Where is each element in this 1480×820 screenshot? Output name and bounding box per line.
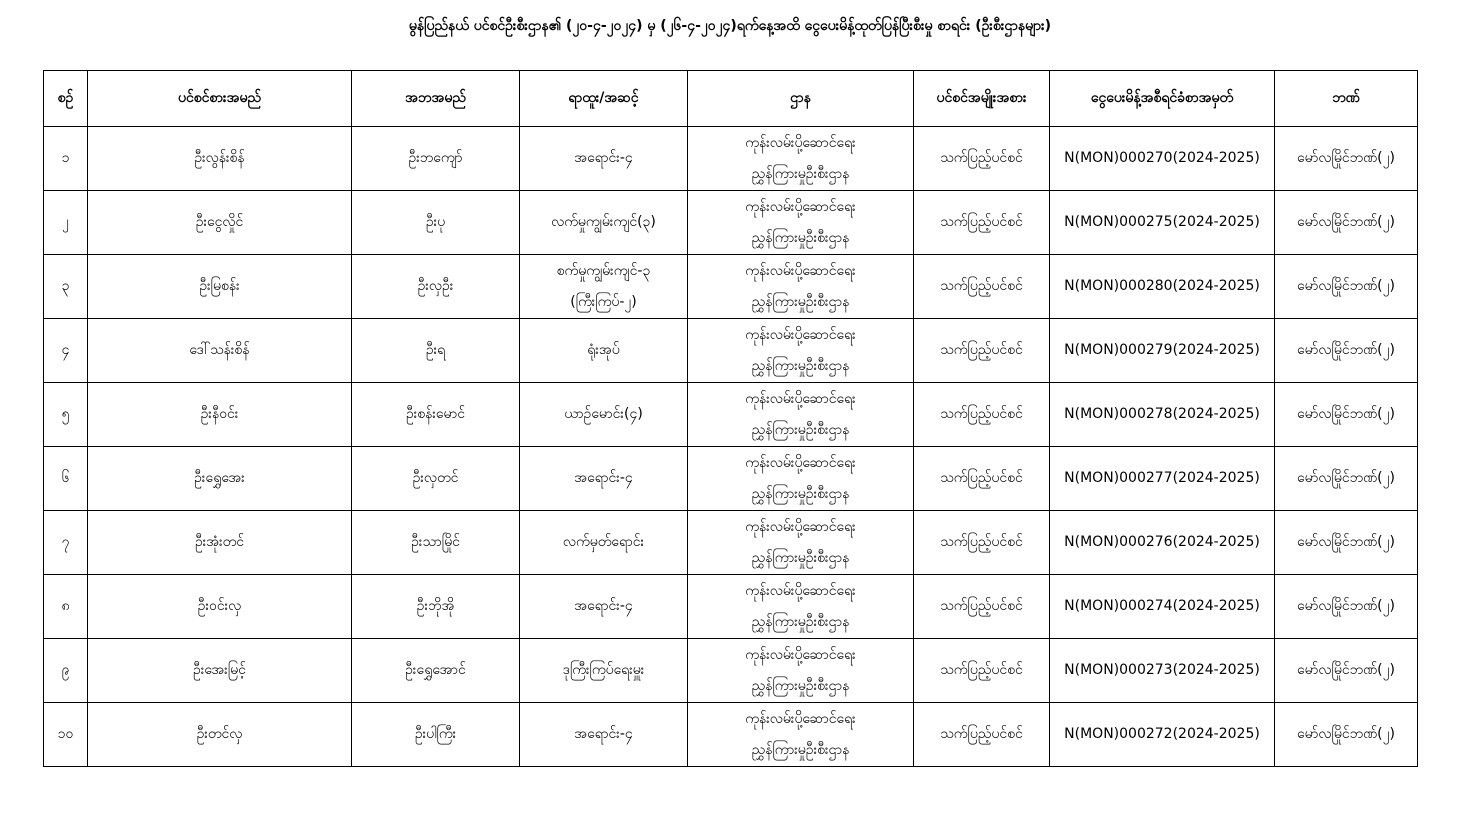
cell-serial: ၄: [44, 319, 88, 383]
cell-pension-type: သက်ပြည့်ပင်စင်: [914, 191, 1050, 255]
cell-department: [688, 511, 914, 575]
cell-serial: ၁၀: [44, 703, 88, 767]
cell-department-line2: ညွှန်ကြားမှုဦးစီးဌာန: [751, 165, 850, 182]
cell-father-name: ဦးဘကျော်: [352, 127, 520, 191]
cell-department-line2: ညွှန်ကြားမှုဦးစီးဌာန: [751, 485, 850, 502]
cell-department: [688, 383, 914, 447]
cell-serial: ၁: [44, 127, 88, 191]
cell-rank: လက်မှုကျွမ်းကျင်(၃): [520, 191, 688, 255]
cell-department: [688, 575, 914, 639]
cell-bank: မော်လမြိုင်ဘဏ်(၂): [1275, 319, 1418, 383]
table-row: [44, 447, 1418, 511]
cell-department-line1: ကုန်းလမ်းပို့ဆောင်ရေး: [745, 326, 856, 343]
cell-pensioner-name: ဦးလွန်းစိန်: [88, 127, 352, 191]
cell-department: [688, 127, 914, 191]
cell-father-name: ဦးပု: [352, 191, 520, 255]
header-pension-type: ပင်စင်အမျိုးအစား: [914, 71, 1050, 127]
cell-rank: လက်မှတ်ရောင်း: [520, 511, 688, 575]
cell-pensioner-name: ဦးအေးမြင့်: [88, 639, 352, 703]
cell-department: [688, 447, 914, 511]
cell-pension-type: သက်ပြည့်ပင်စင်: [914, 255, 1050, 319]
cell-pensioner-name: ဦးနီဝင်း: [88, 383, 352, 447]
cell-rank: အရောင်း-၄: [520, 575, 688, 639]
cell-department-line2: ညွှန်ကြားမှုဦးစီးဌာန: [751, 677, 850, 694]
table-row: [44, 703, 1418, 767]
cell-department: [688, 639, 914, 703]
cell-father-name: ဦးသာမြိုင်: [352, 511, 520, 575]
cell-father-name: ဦးလှတင်: [352, 447, 520, 511]
cell-pensioner-name: ဦးရွှေအေး: [88, 447, 352, 511]
cell-pensioner-name: ဦးတင်လှ: [88, 703, 352, 767]
table-row: [44, 127, 1418, 191]
cell-rank: ရုံးအုပ်: [520, 319, 688, 383]
cell-department-line1: ကုန်းလမ်းပို့ဆောင်ရေး: [745, 198, 856, 215]
cell-department-line2: ညွှန်ကြားမှုဦးစီးဌာန: [751, 229, 850, 246]
table-row: [44, 319, 1418, 383]
cell-rank: အရောင်း-၄: [520, 127, 688, 191]
cell-department: [688, 255, 914, 319]
cell-father-name: ဦးရ: [352, 319, 520, 383]
table-body: [44, 127, 1418, 767]
cell-department-line1: ကုန်းလမ်းပို့ဆောင်ရေး: [745, 262, 856, 279]
cell-department-line2: ညွှန်ကြားမှုဦးစီးဌာန: [751, 421, 850, 438]
cell-rank: အရောင်း-၄: [520, 447, 688, 511]
cell-pensioner-name: ဦးမြစန်း: [88, 255, 352, 319]
cell-order-number: N(MON)000279(2024-2025): [1050, 319, 1275, 383]
header-father-name: အဘအမည်: [352, 71, 520, 127]
cell-bank: မော်လမြိုင်ဘဏ်(၂): [1275, 447, 1418, 511]
cell-department-line1: ကုန်းလမ်းပို့ဆောင်ရေး: [745, 518, 856, 535]
cell-rank: [520, 255, 688, 319]
header-serial: စဉ်: [44, 71, 88, 127]
cell-pension-type: သက်ပြည့်ပင်စင်: [914, 639, 1050, 703]
cell-order-number: N(MON)000280(2024-2025): [1050, 255, 1275, 319]
cell-department-line1: ကုန်းလမ်းပို့ဆောင်ရေး: [745, 390, 856, 407]
cell-father-name: ဦးရွှေအောင်: [352, 639, 520, 703]
table-row: [44, 511, 1418, 575]
cell-department-line1: ကုန်းလမ်းပို့ဆောင်ရေး: [745, 134, 856, 151]
cell-department: [688, 191, 914, 255]
cell-pension-type: သက်ပြည့်ပင်စင်: [914, 319, 1050, 383]
cell-department-line1: ကုန်းလမ်းပို့ဆောင်ရေး: [745, 710, 856, 727]
cell-order-number: N(MON)000277(2024-2025): [1050, 447, 1275, 511]
cell-pension-type: သက်ပြည့်ပင်စင်: [914, 127, 1050, 191]
cell-pension-type: သက်ပြည့်ပင်စင်: [914, 447, 1050, 511]
cell-department: [688, 319, 914, 383]
cell-serial: ၉: [44, 639, 88, 703]
cell-pension-type: သက်ပြည့်ပင်စင်: [914, 703, 1050, 767]
cell-rank: အရောင်း-၄: [520, 703, 688, 767]
cell-order-number: N(MON)000273(2024-2025): [1050, 639, 1275, 703]
header-order-number: ငွေပေးမိန့်အစီရင်ခံစာအမှတ်: [1050, 71, 1275, 127]
cell-department-line1: ကုန်းလမ်းပို့ဆောင်ရေး: [745, 454, 856, 471]
table-row: [44, 255, 1418, 319]
cell-serial: ၇: [44, 511, 88, 575]
cell-pensioner-name: ဒေါ်သန်းစိန်: [88, 319, 352, 383]
table-row: [44, 191, 1418, 255]
cell-bank: မော်လမြိုင်ဘဏ်(၂): [1275, 191, 1418, 255]
cell-department-line1: ကုန်းလမ်းပို့ဆောင်ရေး: [745, 646, 856, 663]
cell-department: [688, 703, 914, 767]
cell-pension-type: သက်ပြည့်ပင်စင်: [914, 383, 1050, 447]
cell-department-line2: ညွှန်ကြားမှုဦးစီးဌာန: [751, 549, 850, 566]
cell-pensioner-name: ဦးအုံးတင်: [88, 511, 352, 575]
cell-serial: ၂: [44, 191, 88, 255]
cell-serial: ၆: [44, 447, 88, 511]
cell-order-number: N(MON)000272(2024-2025): [1050, 703, 1275, 767]
cell-rank-line2: (ကြီးကြပ်-၂): [570, 293, 637, 310]
pension-table: [43, 70, 1418, 767]
cell-father-name: ဦးစန်းမောင်: [352, 383, 520, 447]
cell-father-name: ဦးပါကြီး: [352, 703, 520, 767]
cell-bank: မော်လမြိုင်ဘဏ်(၂): [1275, 575, 1418, 639]
header-pensioner-name: ပင်စင်စားအမည်: [88, 71, 352, 127]
cell-father-name: ဦးလှဦး: [352, 255, 520, 319]
cell-order-number: N(MON)000270(2024-2025): [1050, 127, 1275, 191]
cell-serial: ၈: [44, 575, 88, 639]
cell-department-line2: ညွှန်ကြားမှုဦးစီးဌာန: [751, 357, 850, 374]
cell-rank: ယာဉ်မောင်း(၄): [520, 383, 688, 447]
cell-bank: မော်လမြိုင်ဘဏ်(၂): [1275, 255, 1418, 319]
cell-department-line2: ညွှန်ကြားမှုဦးစီးဌာန: [751, 741, 850, 758]
cell-pension-type: သက်ပြည့်ပင်စင်: [914, 575, 1050, 639]
document-title: မွန်ပြည်နယ် ပင်စင်ဦးစီးဌာန၏ (၂၀-၄-၂၀၂၄) မှ (၂၆-၄-၂၀၂၄)ရက်နေ့အထိ ငွေပေးမိန့်ထုတ်ပြန်ပြီးစီးမှု စာရင်း (ဦးစီးဌာနများ): [408, 18, 1052, 34]
cell-pensioner-name: ဦးဝင်းလှ: [88, 575, 352, 639]
table-row: [44, 639, 1418, 703]
header-rank: ရာထူး/အဆင့်: [520, 71, 688, 127]
cell-rank: ဒုကြီးကြပ်ရေးမှူး: [520, 639, 688, 703]
cell-department-line1: ကုန်းလမ်းပို့ဆောင်ရေး: [745, 582, 856, 599]
cell-rank-line1: စက်မှုကျွမ်းကျင်-၃: [556, 262, 651, 279]
cell-bank: မော်လမြိုင်ဘဏ်(၂): [1275, 383, 1418, 447]
table-row: [44, 575, 1418, 639]
header-department: ဌာန: [688, 71, 914, 127]
cell-bank: မော်လမြိုင်ဘဏ်(၂): [1275, 703, 1418, 767]
cell-order-number: N(MON)000276(2024-2025): [1050, 511, 1275, 575]
header-bank: ဘဏ်: [1275, 71, 1418, 127]
cell-order-number: N(MON)000275(2024-2025): [1050, 191, 1275, 255]
cell-serial: ၅: [44, 383, 88, 447]
table-row: [44, 383, 1418, 447]
table-header-row: [44, 71, 1418, 127]
cell-department-line2: ညွှန်ကြားမှုဦးစီးဌာန: [751, 293, 850, 310]
cell-order-number: N(MON)000274(2024-2025): [1050, 575, 1275, 639]
cell-serial: ၃: [44, 255, 88, 319]
cell-order-number: N(MON)000278(2024-2025): [1050, 383, 1275, 447]
cell-bank: မော်လမြိုင်ဘဏ်(၂): [1275, 127, 1418, 191]
cell-bank: မော်လမြိုင်ဘဏ်(၂): [1275, 639, 1418, 703]
cell-bank: မော်လမြိုင်ဘဏ်(၂): [1275, 511, 1418, 575]
cell-department-line2: ညွှန်ကြားမှုဦးစီးဌာန: [751, 613, 850, 630]
cell-father-name: ဦးဘိုအို: [352, 575, 520, 639]
cell-pensioner-name: ဦးငွေလှိုင်: [88, 191, 352, 255]
cell-pension-type: သက်ပြည့်ပင်စင်: [914, 511, 1050, 575]
